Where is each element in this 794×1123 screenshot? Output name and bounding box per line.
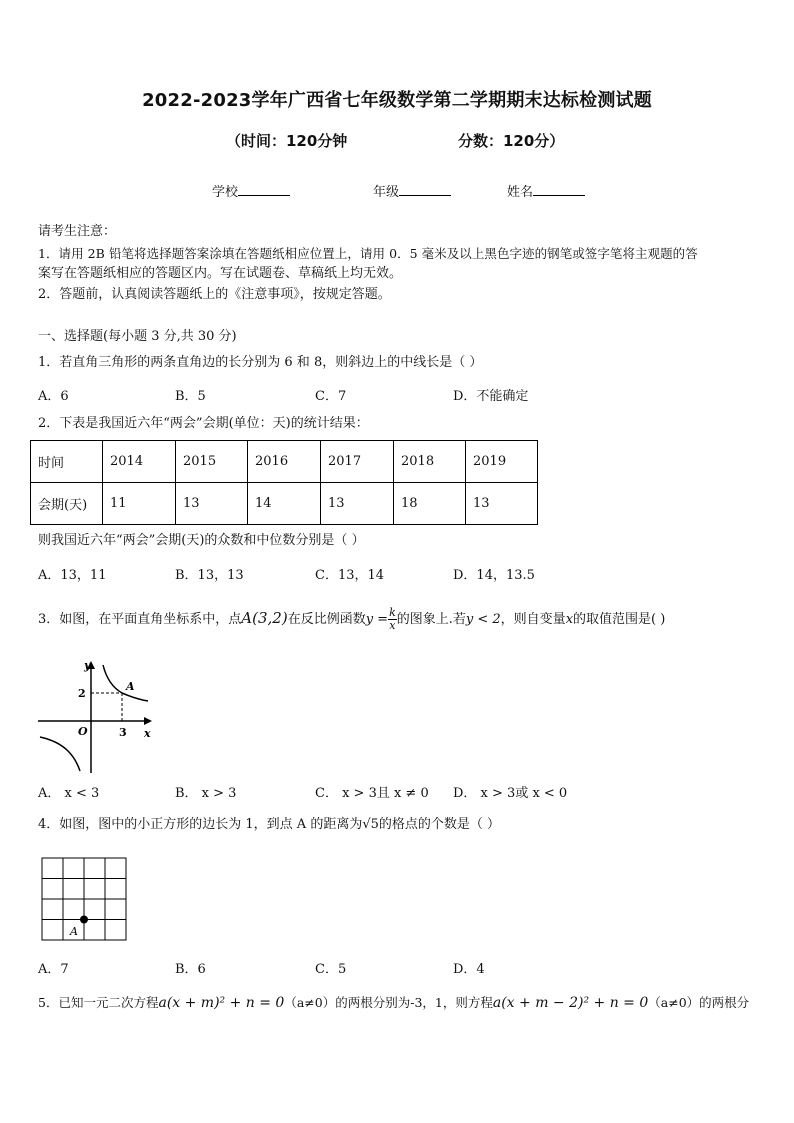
q3-stem-b: 在反比例函数 <box>287 612 366 627</box>
table-cell: 时间 <box>31 441 103 483</box>
table-cell: 13 <box>321 483 394 525</box>
q3-option-c: C． x > 3且 x ≠ 0 <box>315 786 429 801</box>
q3-stem-a: 3．如图，在平面直角坐标系中，点 <box>38 612 242 627</box>
q3-stem <box>38 607 665 632</box>
q5-equation-2: a(x + m − 2)² + n = 0 <box>492 995 649 1011</box>
table-cell: 18 <box>394 483 466 525</box>
q4-option-b: B．6 <box>175 962 206 977</box>
table-cell: 2018 <box>394 441 466 483</box>
x-axis-arrow <box>144 717 152 725</box>
exam-score: 分数：120分） <box>458 132 565 150</box>
q2-question: 则我国近六年“两会”会期(天)的众数和中位数分别是（ ） <box>38 533 365 548</box>
q2-table <box>30 440 538 525</box>
q5-stem-a: 5．已知一元二次方程 <box>38 995 159 1010</box>
table-cell: 2014 <box>103 441 176 483</box>
q5-stem <box>38 993 749 1013</box>
table-cell: 会期(天) <box>31 483 103 525</box>
q4-option-a: A．7 <box>38 962 69 977</box>
q3-fraction <box>388 607 397 632</box>
table-cell: 2015 <box>176 441 248 483</box>
q2-option-c: C．13，14 <box>315 568 385 583</box>
q2-option-b: B．13，13 <box>175 568 244 583</box>
q4-grid <box>40 856 130 944</box>
table-cell: 2016 <box>248 441 321 483</box>
table-row <box>31 483 538 525</box>
grade-label: 年级 <box>373 185 400 200</box>
page-title: 2022-2023学年广西省七年级数学第二学期期末达标检测试题 <box>142 90 652 111</box>
notice-item1-line2: 案写在答题纸相应的答题区内。写在试题卷、草稿纸上均无效。 <box>38 266 403 281</box>
x-axis-label: x <box>144 727 151 740</box>
origin-label: O <box>78 725 88 738</box>
q5-condition-1: （a≠0）的两根分别为-3，1，则方程 <box>284 995 493 1010</box>
q1-option-a: A．6 <box>38 389 69 404</box>
q1-option-b: B．5 <box>175 389 206 404</box>
point-a-label: A <box>126 680 135 693</box>
q3-point: A(3,2) <box>241 609 288 627</box>
notice-item1-line1: 1．请用 2B 铅笔将选择题答案涂填在答题纸相应位置上，请用 0．5 毫米及以上黑色字迹的钢笔或签字笔将主观题的答 <box>38 246 698 261</box>
x-tick-label: 3 <box>119 726 127 739</box>
table-cell: 13 <box>466 483 538 525</box>
q3-stem-c: 的图象上.若 <box>396 612 466 627</box>
school-blank <box>238 183 290 196</box>
table-cell: 2019 <box>466 441 538 483</box>
q3-func-lhs: y = <box>365 612 389 627</box>
q4-stem <box>38 815 500 835</box>
q3-stem-d: ，则自变量 <box>500 612 566 627</box>
point-a-label: A <box>70 925 78 938</box>
q1-stem: 1．若直角三角形的两条直角边的长分别为 6 和 8，则斜边上的中线长是（ ） <box>38 355 483 370</box>
name-blank <box>533 183 585 196</box>
q5-equation-1: a(x + m)² + n = 0 <box>158 995 285 1011</box>
notice-heading: 请考生注意： <box>38 224 117 239</box>
q2-stem: 2．下表是我国近六年“两会”会期(单位：天)的统计结果： <box>38 416 369 431</box>
y-axis-label: y <box>84 659 91 672</box>
notice-item2: 2．答题前，认真阅读答题纸上的《注意事项》，按规定答题。 <box>38 287 391 302</box>
q4-option-c: C．5 <box>315 962 347 977</box>
table-cell: 11 <box>103 483 176 525</box>
point-a <box>80 916 88 924</box>
y-tick-label: 2 <box>78 687 86 700</box>
table-row <box>31 441 538 483</box>
hyperbola-branch-2 <box>40 737 80 771</box>
q1-option-c: C．7 <box>315 389 347 404</box>
q3-option-d: D． x > 3或 x < 0 <box>453 786 568 801</box>
q4-stem-b: 的格点的个数是（ ） <box>378 817 501 832</box>
q3-option-a: A． x < 3 <box>38 786 100 801</box>
sqrt-five: √5 <box>362 817 379 832</box>
name-field <box>507 181 585 200</box>
q5-condition-2: （a≠0）的两根分 <box>648 995 750 1010</box>
q3-graph <box>36 655 156 775</box>
school-field <box>212 181 290 200</box>
q2-option-a: A．13，11 <box>38 568 107 583</box>
q1-option-d: D．不能确定 <box>453 389 529 404</box>
table-cell: 14 <box>248 483 321 525</box>
grade-field <box>373 181 451 200</box>
q3-fraction-den: x <box>389 619 396 632</box>
q2-option-d: D．14，13.5 <box>453 568 535 583</box>
q3-option-b: B． x > 3 <box>175 786 237 801</box>
table-cell: 13 <box>176 483 248 525</box>
school-label: 学校 <box>212 185 239 200</box>
grade-blank <box>399 183 451 196</box>
table-cell: 2017 <box>321 441 394 483</box>
q3-stem-e: 的取值范围是( ) <box>573 612 666 627</box>
q4-option-d: D．4 <box>453 962 485 977</box>
exam-time: （时间：120分钟 <box>226 132 348 150</box>
q4-stem-a: 4．如图，图中的小正方形的边长为 1，到点 A 的距离为 <box>38 817 363 832</box>
q3-var: x <box>565 612 574 627</box>
q3-fraction-num: k <box>389 606 396 619</box>
section1-heading: 一、选择题(每小题 3 分,共 30 分) <box>38 329 237 344</box>
q3-condition: y < 2 <box>465 612 501 627</box>
name-label: 姓名 <box>507 185 534 200</box>
